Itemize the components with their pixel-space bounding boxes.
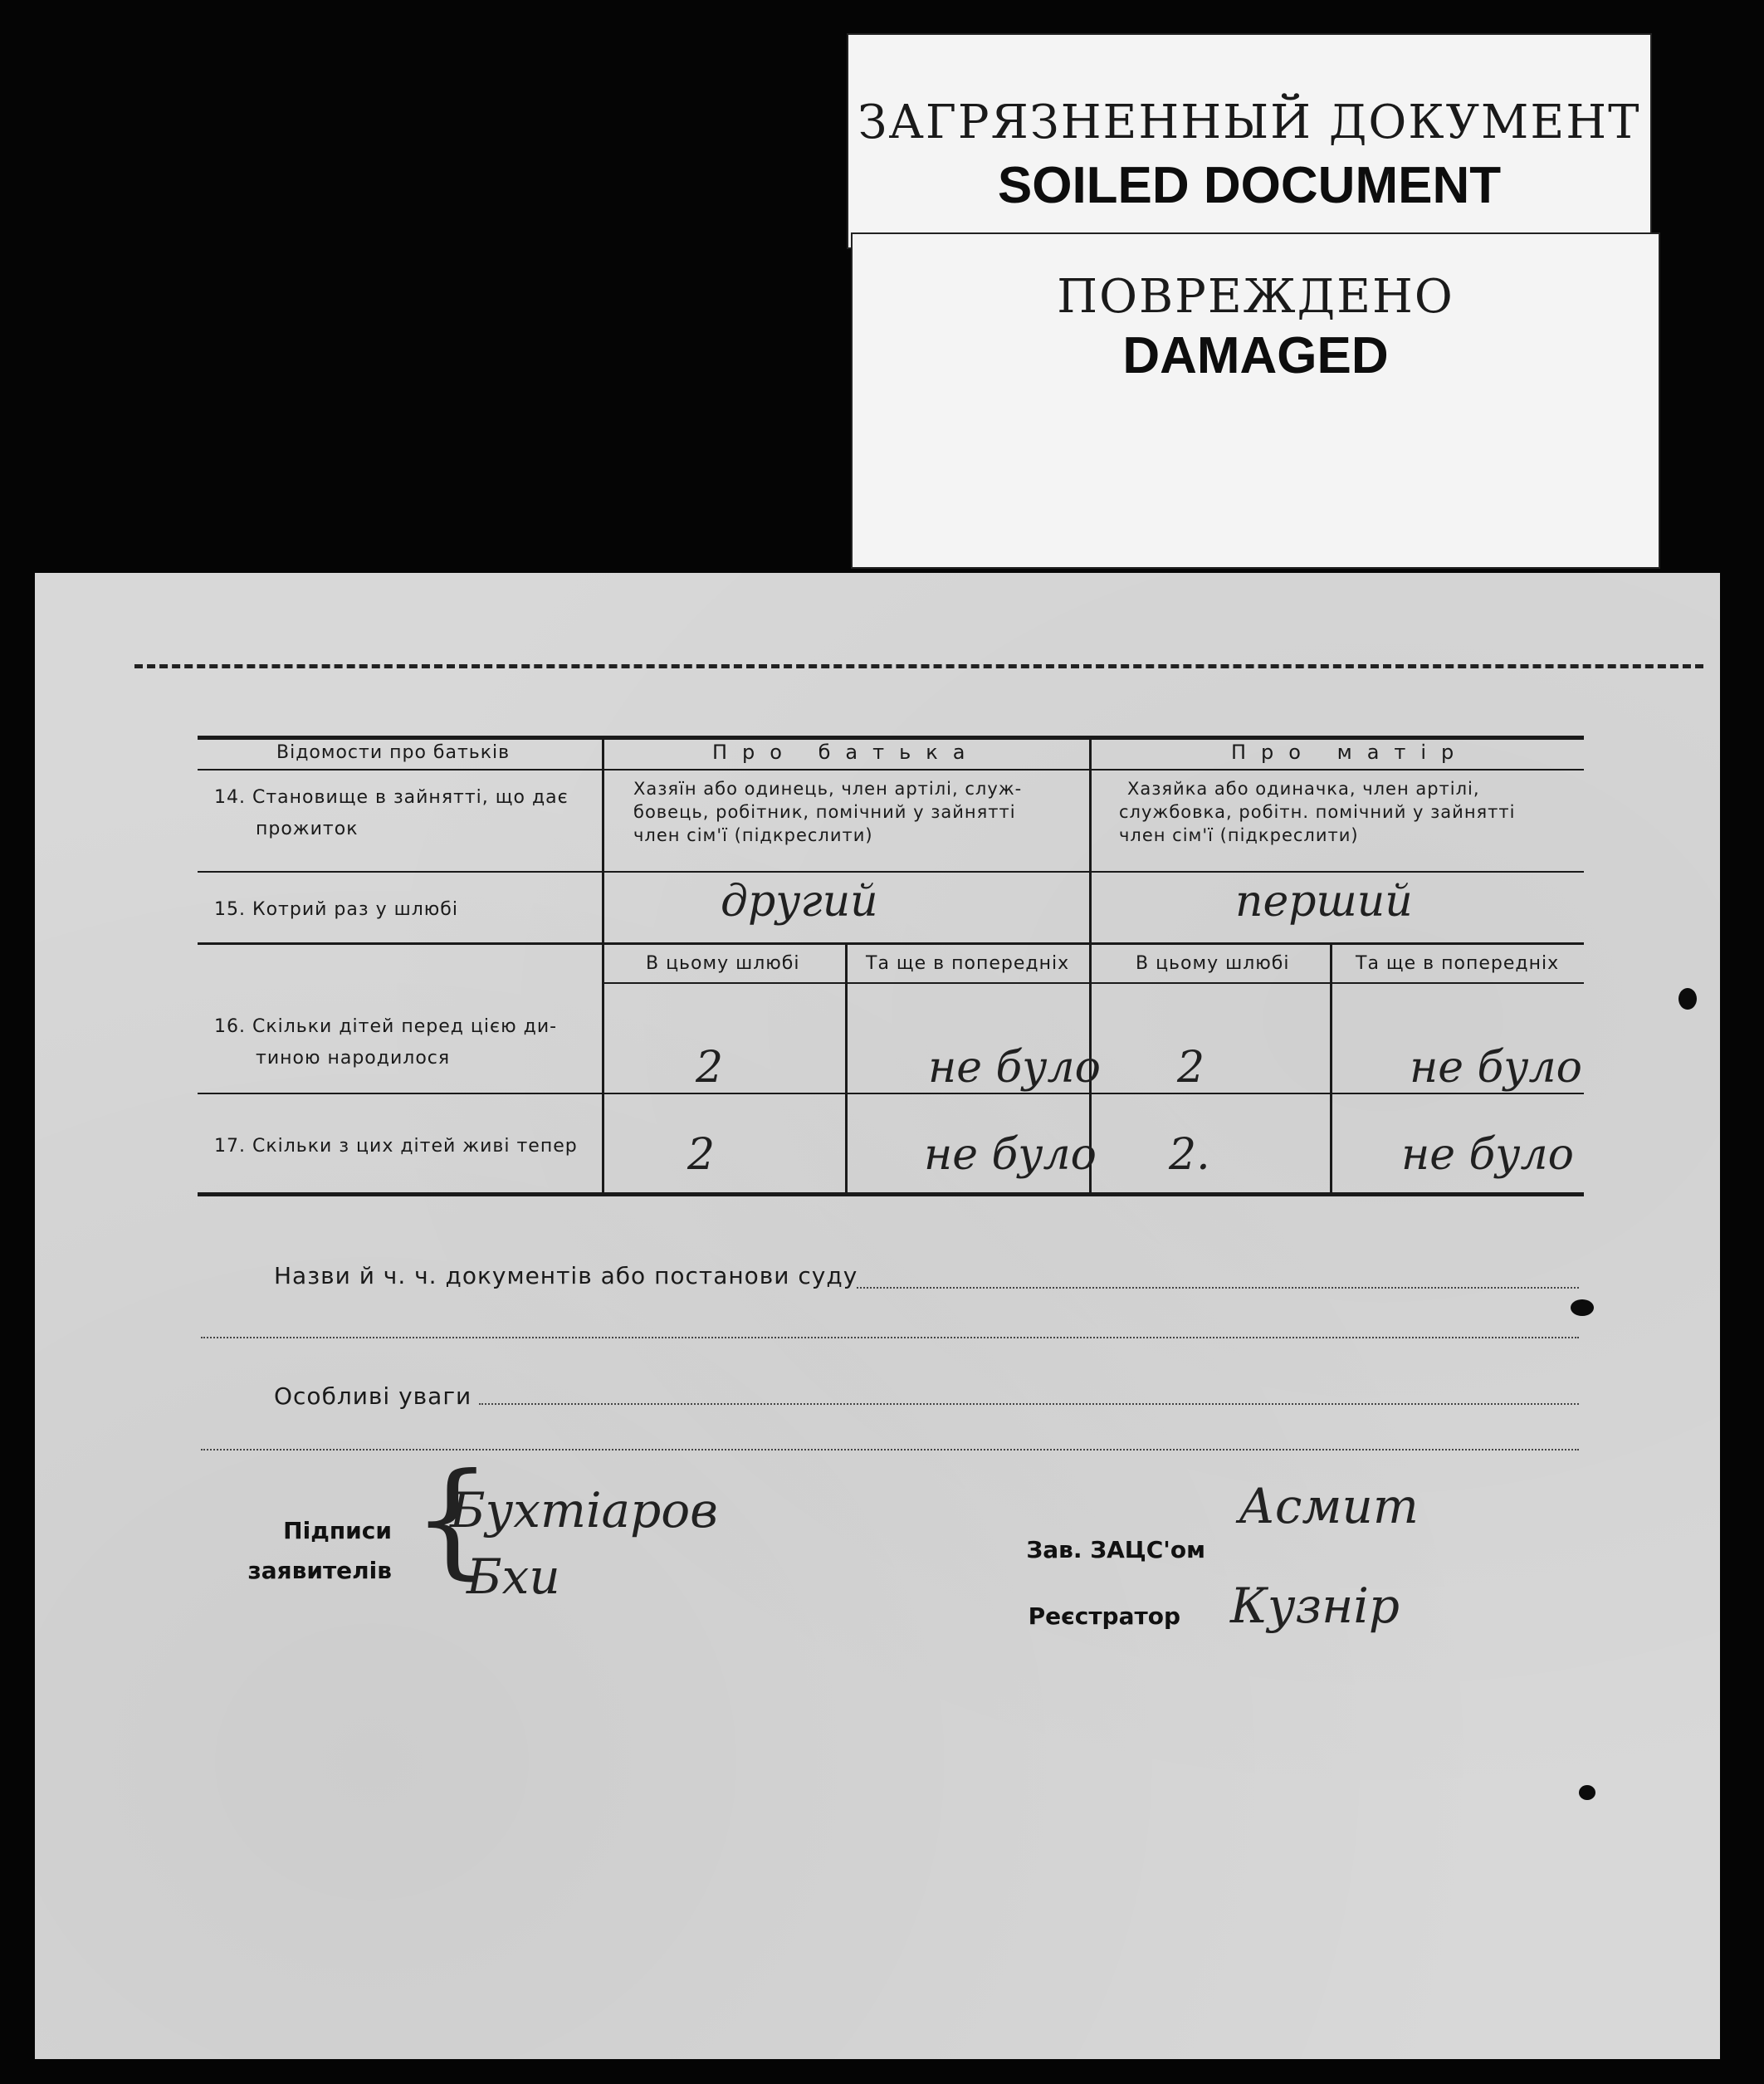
row14-father-line3: член сім'ї (підкреслити) [633, 825, 873, 845]
damaged-document-label [851, 232, 1660, 569]
row16-mother-prev: не було [1410, 1043, 1582, 1093]
row15-label: 15. Котрий раз у шлюбі [214, 899, 458, 920]
subheader-mother-this: В цьому шлюбі [1136, 953, 1290, 974]
row14-label-line2: прожиток [256, 819, 359, 839]
damaged-label-ru: ПОВРЕЖДЕНО [1057, 270, 1454, 324]
ink-stain [1571, 1299, 1594, 1316]
row16-label-line2: тиною народилося [256, 1048, 451, 1069]
row16-father-this: 2 [696, 1043, 724, 1093]
row17-father-prev: не було [924, 1130, 1097, 1180]
applicant2-signature: Бхи [467, 1548, 560, 1605]
row16-mother-this: 2 [1177, 1043, 1205, 1093]
documents-label: Назви й ч. ч. документів або постанови суду [274, 1262, 858, 1289]
applicant1-signature: Бухтіаров [450, 1482, 718, 1539]
documents-line-1 [857, 1287, 1579, 1289]
row16-label-line1: 16. Скільки дітей перед цією ди- [214, 1016, 558, 1037]
applicants-brace: { [413, 1447, 492, 1592]
row14-mother-line2: службовка, робітн. помічний у зайнятті [1119, 802, 1516, 822]
remarks-line-2 [201, 1449, 1579, 1450]
documents-line-2 [201, 1337, 1579, 1338]
row14-mother-line1: Хазяйка або одиначка, член артілі, [1127, 779, 1480, 799]
applicants-label-line2: заявителів [247, 1557, 392, 1584]
header-mother: Про матір [1231, 741, 1469, 764]
remarks-line-1 [479, 1403, 1579, 1405]
row15-father-value: другий [721, 877, 878, 927]
subheader-father-prev: Та ще в попередніх [866, 953, 1070, 974]
head-signature: Асмит [1239, 1478, 1419, 1534]
ink-stain [1678, 988, 1697, 1010]
row14-label-line1: 14. Становище в зайнятті, що дає [214, 787, 569, 808]
soiled-label-en: SOILED DOCUMENT [997, 157, 1502, 214]
remarks-label: Особливі уваги [274, 1382, 472, 1410]
row17-mother-this: 2. [1169, 1130, 1210, 1180]
registration-form-sheet [35, 573, 1720, 2059]
row17-mother-prev: не було [1401, 1130, 1574, 1180]
header-father: Про батька [712, 741, 980, 764]
ink-stain [1579, 1785, 1595, 1800]
head-label: Зав. ЗАЦС'ом [1026, 1536, 1205, 1563]
row14-father-line2: бовець, робітник, помічний у зайнятті [633, 802, 1016, 822]
soiled-label-ru: ЗАГРЯЗНЕННЫЙ ДОКУМЕНТ [858, 95, 1641, 149]
applicants-label-line1: Підписи [283, 1517, 392, 1544]
row14-father-line1: Хазяїн або одинець, член артілі, служ- [633, 779, 1023, 799]
registrar-label: Реєстратор [1028, 1602, 1180, 1630]
subheader-mother-prev: Та ще в попередніх [1356, 953, 1560, 974]
row16-father-prev: не було [928, 1043, 1101, 1093]
row17-label: 17. Скільки з цих дітей живі тепер [214, 1136, 578, 1157]
damaged-label-en: DAMAGED [1122, 327, 1389, 384]
soiled-document-label [847, 33, 1652, 249]
row17-father-this: 2 [687, 1130, 716, 1180]
parents-info-table [198, 736, 1584, 1196]
registrar-signature: Кузнір [1230, 1578, 1400, 1634]
subheader-father-this: В цьому шлюбі [646, 953, 800, 974]
header-parents-info: Відомости про батьків [276, 742, 511, 763]
perforation-line [134, 664, 1703, 668]
row15-mother-value: перший [1235, 877, 1413, 927]
row14-mother-line3: член сім'ї (підкреслити) [1119, 825, 1359, 845]
